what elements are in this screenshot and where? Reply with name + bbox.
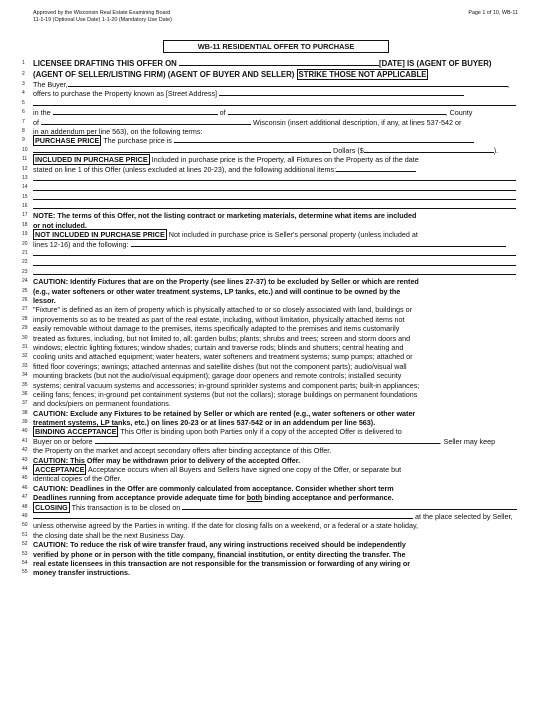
line-43 xyxy=(22,456,522,465)
line-55 xyxy=(22,568,522,577)
line-number: 21 xyxy=(22,250,28,257)
line-number: 26 xyxy=(22,296,28,303)
in-the-label: in the xyxy=(33,108,51,118)
caution-wire-4: money transfer instructions. xyxy=(33,568,131,578)
agency-options: (AGENT OF SELLER/LISTING FIRM) (AGENT OF BUYER AND SELLER) xyxy=(33,70,295,79)
property-address-label: offers to purchase the Property known as [Street Address] xyxy=(33,89,218,99)
line-number: 16 xyxy=(22,203,28,210)
caution-withdrawn: CAUTION: This Offer may be withdrawn prior to delivery of the accepted Offer. xyxy=(33,455,301,465)
following-terms-text: in an addendum per line 563), on the following terms: xyxy=(33,126,203,136)
fixture-definition: treated as fixtures, including, but not limited to, all: garden bulbs; plants; shrubs and trees; screen and storm doors and xyxy=(33,333,411,343)
line-34 xyxy=(22,371,522,380)
line-4 xyxy=(22,89,522,98)
fixture-definition: windows; electric lighting fixtures; window shades; curtain and traverse rods; blinds and shutters; central heating and xyxy=(33,342,404,352)
line-number: 30 xyxy=(22,334,28,341)
line-number: 25 xyxy=(22,287,28,294)
purchase-price-amount-field[interactable] xyxy=(364,146,494,153)
line-number: 10 xyxy=(22,146,28,153)
included-text: Included in purchase price is the Property, all Fixtures on the Property as of the date xyxy=(151,155,419,165)
line-number: 4 xyxy=(22,90,25,97)
acceptance-text-2: identical copies of the Offer. xyxy=(33,474,122,484)
close-paren: ). xyxy=(493,145,499,155)
line-25 xyxy=(22,287,522,296)
line-32 xyxy=(22,352,522,361)
purchase-price-text: The purchase price is xyxy=(103,136,172,146)
line-2 xyxy=(22,69,522,80)
line-number: 48 xyxy=(22,503,28,510)
additional-items-field[interactable] xyxy=(336,165,416,172)
line-42 xyxy=(22,446,522,455)
excluded-items-field[interactable] xyxy=(131,240,506,247)
line-23 xyxy=(22,268,522,277)
line-26 xyxy=(22,296,522,305)
offer-body xyxy=(22,58,522,578)
fixture-definition: fitted floor coverings; awnings; attached antennas and satellite dishes (but not the component parts); audio/visual wall xyxy=(33,361,407,371)
offer-date-field[interactable] xyxy=(179,59,379,66)
line-37 xyxy=(22,399,522,408)
deliver-before-label: Buyer on or before xyxy=(33,436,93,446)
purchase-price-words-field-2[interactable] xyxy=(33,146,331,153)
line-number: 12 xyxy=(22,165,28,172)
line-31 xyxy=(22,343,522,352)
not-included-text: Not included in purchase price is Seller's personal property (unless included at xyxy=(168,230,418,240)
line-number: 17 xyxy=(22,212,28,219)
line-number: 33 xyxy=(22,362,28,369)
caution-exclude-2: treatment systems, LP tanks, etc.) on lines 20-23 or at lines 537-542 or in an addendum per line 563). xyxy=(33,418,376,428)
line-number: 24 xyxy=(22,278,28,285)
line-number: 27 xyxy=(22,306,28,313)
county-name-field[interactable] xyxy=(41,118,251,125)
excluded-items-line-23[interactable] xyxy=(33,274,516,275)
note-text-cont: or not included. xyxy=(33,220,87,230)
additional-items-line-15[interactable] xyxy=(33,199,516,200)
line-9 xyxy=(22,136,522,145)
line-49 xyxy=(22,512,522,521)
line-33 xyxy=(22,362,522,371)
line-number: 43 xyxy=(22,456,28,463)
fixture-definition: systems; central vacuum systems and accessories; in-ground sprinkler systems and component parts; built-in appliances; xyxy=(33,380,420,390)
caution-deadlines: CAUTION: Deadlines in the Offer are commonly calculated from acceptance. Consider whether short term xyxy=(33,483,394,493)
line-47 xyxy=(22,493,522,502)
line-number: 38 xyxy=(22,409,28,416)
caution-deadlines-3: binding acceptance and performance. xyxy=(264,493,394,503)
line-number: 29 xyxy=(22,325,28,332)
line-number: 20 xyxy=(22,240,28,247)
line-11 xyxy=(22,155,522,164)
line-number: 5 xyxy=(22,99,25,106)
line-number: 31 xyxy=(22,343,28,350)
line-52 xyxy=(22,540,522,549)
line-number: 52 xyxy=(22,541,28,548)
line-21 xyxy=(22,249,522,258)
fixture-definition: ceiling fans; fences; in-ground pet containment systems (but not the collars); storage buildings on permanent foundations xyxy=(33,389,418,399)
line-22 xyxy=(22,258,522,267)
seller-may-keep-text: . Seller may keep xyxy=(439,436,496,446)
line-27 xyxy=(22,305,522,314)
acceptance-deadline-field[interactable] xyxy=(95,437,440,444)
excluded-items-line-22[interactable] xyxy=(33,265,516,266)
line-24 xyxy=(22,277,522,286)
line-number: 49 xyxy=(22,512,28,519)
line-number: 13 xyxy=(22,174,28,181)
property-address-field[interactable] xyxy=(219,89,464,96)
line-number: 39 xyxy=(22,419,28,426)
line-number: 19 xyxy=(22,231,28,238)
form-title: WB-11 RESIDENTIAL OFFER TO PURCHASE xyxy=(163,40,389,53)
additional-items-text: stated on line 1 of this Offer (unless excluded at lines 20-23), and the following additional items: xyxy=(33,164,337,174)
county-label: , County xyxy=(445,108,473,118)
line-number: 8 xyxy=(22,127,25,134)
caution-fixtures-2: (e.g., water softeners or other water treatment systems, LP tanks, etc.) and will continue to be owned by the xyxy=(33,286,401,296)
closing-text: This transaction is to be closed on xyxy=(71,502,181,512)
line-17 xyxy=(22,211,522,220)
line-number: 18 xyxy=(22,221,28,228)
caution-wire: CAUTION: To reduce the risk of wire transfer fraud, any wiring instructions received should be independently xyxy=(33,540,406,550)
line-16 xyxy=(22,202,522,211)
line-14 xyxy=(22,183,522,192)
line-number: 50 xyxy=(22,522,28,529)
line-44 xyxy=(22,465,522,474)
caution-wire-2: verified by phone or in person with the title company, financial institution, or entity directing the transfer. The xyxy=(33,549,406,559)
excluded-items-line-21[interactable] xyxy=(33,255,516,256)
agent-of-buyer-label: [DATE] IS (AGENT OF BUYER) xyxy=(378,59,492,68)
line-48 xyxy=(22,503,522,512)
closing-date-field[interactable] xyxy=(182,503,517,510)
line-number: 40 xyxy=(22,428,28,435)
line-number: 55 xyxy=(22,569,28,576)
line-number: 44 xyxy=(22,466,28,473)
line-number: 11 xyxy=(22,156,28,163)
line-36 xyxy=(22,390,522,399)
additional-items-line-13[interactable] xyxy=(33,180,516,181)
line-number: 14 xyxy=(22,184,28,191)
line-5 xyxy=(22,99,522,108)
line-number: 54 xyxy=(22,559,28,566)
line-46 xyxy=(22,484,522,493)
buyer-name-field[interactable] xyxy=(68,80,508,87)
line-number: 23 xyxy=(22,268,28,275)
line-20 xyxy=(22,240,522,249)
additional-items-line-14[interactable] xyxy=(33,190,516,191)
caution-deadlines-2: Deadlines running from acceptance provide adequate time for xyxy=(33,493,245,503)
line-number: 45 xyxy=(22,475,28,482)
line-28 xyxy=(22,315,522,324)
line-number: 9 xyxy=(22,137,25,144)
line-number: 32 xyxy=(22,353,28,360)
use-dates: 11-1-19 (Optional Use Date) 1-1-20 (Mandatory Use Date) xyxy=(33,17,172,23)
place-selected-text: at the place selected by Seller, xyxy=(415,511,513,521)
line-number: 15 xyxy=(22,193,28,200)
line-45 xyxy=(22,474,522,483)
closing-place-field[interactable] xyxy=(33,512,413,519)
dollars-label: Dollars ($ xyxy=(333,145,364,155)
municipality-name-field[interactable] xyxy=(228,108,446,115)
fixture-definition: easily removable without damage to the premises, items specifically adapted to the premises and items customarily xyxy=(33,324,400,334)
line-1 xyxy=(22,58,522,69)
line-number: 6 xyxy=(22,109,25,116)
binding-acceptance-heading: BINDING ACCEPTANCE xyxy=(35,427,117,437)
purchase-price-heading: PURCHASE PRICE xyxy=(35,136,100,146)
form-approval-header xyxy=(33,10,172,24)
line-number: 28 xyxy=(22,315,28,322)
line-number: 1 xyxy=(22,60,25,66)
approval-text: Approved by the Wisconsin Real Estate Examining Board xyxy=(33,10,171,16)
address-continuation-field[interactable] xyxy=(33,105,516,106)
line-35 xyxy=(22,381,522,390)
acceptance-heading: ACCEPTANCE xyxy=(35,465,85,475)
line-number: 37 xyxy=(22,400,28,407)
purchase-price-words-field[interactable] xyxy=(174,136,474,143)
line-53 xyxy=(22,550,522,559)
line-54 xyxy=(22,559,522,568)
line-19 xyxy=(22,230,522,239)
binding-acceptance-text: This Offer is binding upon both Parties only if a copy of the accepted Offer is delivered to xyxy=(120,427,402,437)
line-3: 3 The Buyer, , xyxy=(22,80,510,89)
line-number: 42 xyxy=(22,447,28,454)
municipality-type-field[interactable] xyxy=(53,108,218,115)
line-29 xyxy=(22,324,522,333)
line-number: 2 xyxy=(22,71,25,77)
line-40 xyxy=(22,427,522,436)
line-38 xyxy=(22,409,522,418)
line-number: 22 xyxy=(22,259,28,266)
caution-exclude: CAUTION: Exclude any Fixtures to be retained by Seller or which are rented (e.g., water softeners or other water xyxy=(33,408,416,418)
closing-terms-2: the closing date shall be the next Business Day. xyxy=(33,530,186,540)
line-number: 51 xyxy=(22,531,28,538)
secondary-offers-text: the Property on the market and accept secondary offers after binding acceptance of this Offer. xyxy=(33,446,332,456)
line-41 xyxy=(22,437,522,446)
note-text: NOTE: The terms of this Offer, not the listing contract or marketing materials, determine what items are included xyxy=(33,211,417,221)
line-13 xyxy=(22,174,522,183)
caution-fixtures-3: lessor. xyxy=(33,295,56,305)
fixture-definition: mounting brackets (but not the audio/visual equipment); garage door openers and remote controls; installed security xyxy=(33,371,402,381)
fixture-definition: "Fixture" is defined as an item of property which is physically attached to or so closely associated with land, buildings or xyxy=(33,305,413,315)
additional-items-line-16[interactable] xyxy=(33,208,516,209)
page-number: Page 1 of 10, WB-11 xyxy=(468,10,518,16)
line-number: 53 xyxy=(22,550,28,557)
line-50 xyxy=(22,521,522,530)
both-emphasis: both xyxy=(246,493,263,503)
wisconsin-description-label: Wisconsin (insert additional description, if any, at lines 537-542 or xyxy=(253,117,462,127)
line-number: 35 xyxy=(22,381,28,388)
not-included-following: lines 12-16) and the following: xyxy=(33,239,129,249)
line-15 xyxy=(22,193,522,202)
line-number: 36 xyxy=(22,390,28,397)
caution-fixtures: CAUTION: Identify Fixtures that are on the Property (see lines 27-37) to be excluded by Seller or which are rented xyxy=(33,277,419,287)
line-6 xyxy=(22,108,522,117)
line-7 xyxy=(22,118,522,127)
line-number: 41 xyxy=(22,437,28,444)
licensee-drafting-label: LICENSEE DRAFTING THIS OFFER ON xyxy=(33,59,177,68)
of-label: of xyxy=(33,117,39,127)
line-number: 3 xyxy=(22,81,25,87)
closing-heading: CLOSING xyxy=(35,502,68,512)
acceptance-text: Acceptance occurs when all Buyers and Sellers have signed one copy of the Offer, or separate but xyxy=(88,465,402,475)
line-12 xyxy=(22,165,522,174)
of-label: of xyxy=(219,108,226,118)
caution-wire-3: real estate licensees in this transaction are not responsible for the transmission or forwarding of any wiring or xyxy=(33,558,411,568)
line-30 xyxy=(22,334,522,343)
buyer-label: The Buyer, xyxy=(33,80,68,89)
fixture-definition: cooling units and attached equipment; water heaters, water softeners and treatment systems; sump pumps; attached or xyxy=(33,352,413,362)
included-heading: INCLUDED IN PURCHASE PRICE xyxy=(35,155,148,165)
line-number: 7 xyxy=(22,118,25,125)
not-included-heading: NOT INCLUDED IN PURCHASE PRICE xyxy=(35,230,165,240)
closing-terms: unless otherwise agreed by the Parties in writing. If the date for closing falls on a weekend, or a federal or a state holiday, xyxy=(33,521,419,531)
fixture-definition: improvements so as to be treated as part of the real estate, including, without limitation, physically attached items not xyxy=(33,314,405,324)
line-number: 46 xyxy=(22,484,28,491)
strike-not-applicable-box: STRIKE THOSE NOT APPLICABLE xyxy=(298,70,427,79)
line-number: 34 xyxy=(22,372,28,379)
line-number: 47 xyxy=(22,494,28,501)
line-51 xyxy=(22,531,522,540)
fixture-definition: and docks/piers on permanent foundations. xyxy=(33,399,171,409)
